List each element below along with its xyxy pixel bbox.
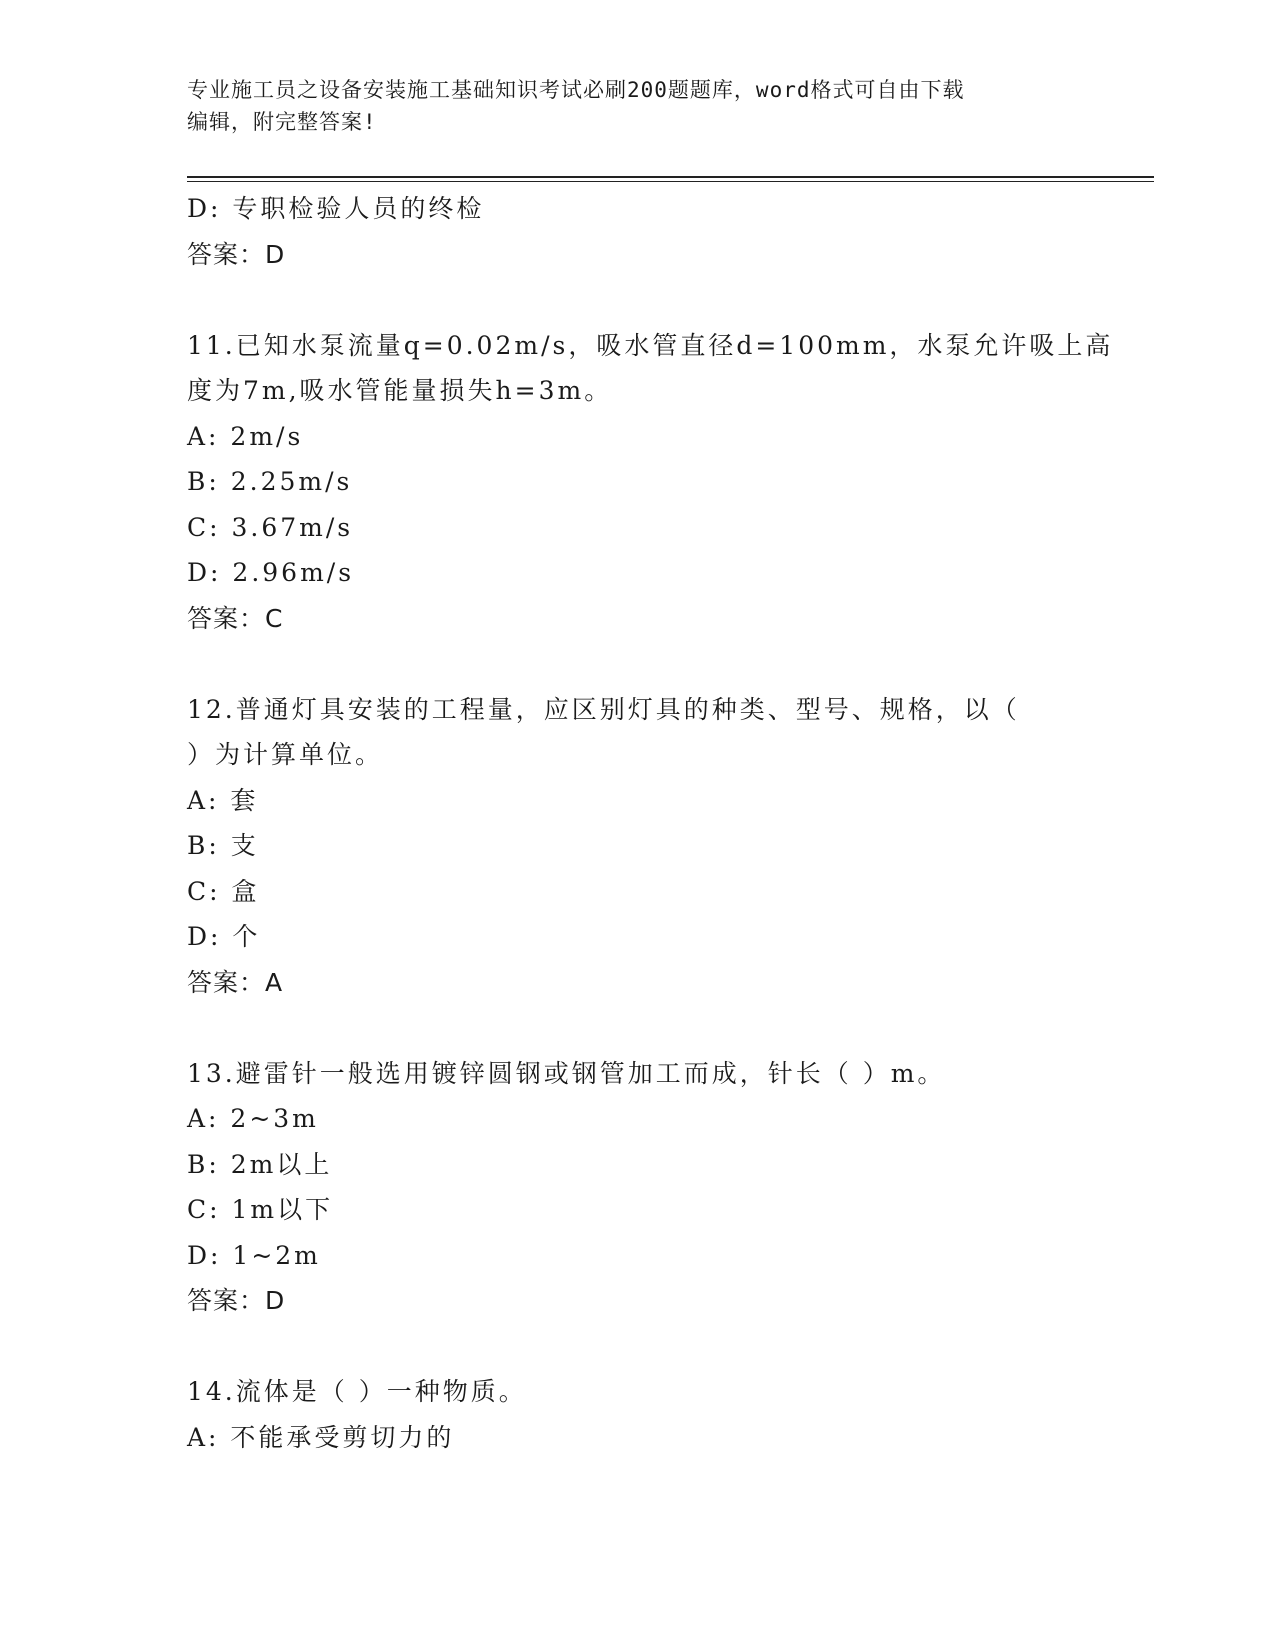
option-d: D: 专职检验人员的终检 [187, 194, 485, 223]
spacer [187, 1324, 1087, 1370]
option-a: A: 2~3m [187, 1104, 319, 1133]
option-a: A: 2m/s [187, 421, 304, 451]
question-stem: 11.已知水泵流量q=0.02m/s，吸水管直径d=100mm，水泵允许吸上高 [187, 330, 1114, 360]
option-b: B: 2m以上 [187, 1149, 333, 1179]
spacer [187, 641, 1087, 687]
spacer [187, 1005, 1087, 1051]
answer: 答案：D [187, 1286, 286, 1315]
answer: 答案：C [187, 603, 284, 633]
question-content [187, 186, 1114, 1460]
option-d: D: 个 [187, 922, 261, 951]
header-rule-thick [187, 176, 1154, 178]
question-stem: 13.避雷针一般选用镀锌圆钢或钢管加工而成，针长（ ）m。 [187, 1058, 946, 1088]
header-line-1: 专业施工员之设备安装施工基础知识考试必刷200题题库，word格式可自由下载 [187, 78, 965, 102]
question-14 [187, 1369, 1087, 1460]
answer: 答案：A [187, 967, 284, 997]
question-stem-cont: 度为7m,吸水管能量损失h=3m。 [187, 376, 613, 405]
option-c: C: 1m以下 [187, 1195, 334, 1224]
option-a: A: 不能承受剪切力的 [187, 1422, 455, 1452]
question-stem-cont: ）为计算单位。 [187, 740, 384, 769]
answer: 答案：D [187, 239, 286, 269]
option-b: B: 支 [187, 831, 259, 860]
header-line-2: 编辑，附完整答案! [187, 110, 377, 134]
option-c: C: 盒 [187, 876, 260, 906]
header-rule-thin [187, 181, 1154, 182]
question-11 [187, 323, 1114, 642]
option-a: A: 套 [187, 785, 259, 815]
option-b: B: 2.25m/s [187, 467, 353, 496]
question-12 [187, 687, 1087, 1006]
question-13 [187, 1051, 1087, 1324]
option-d: D: 2.96m/s [187, 558, 355, 587]
option-d: D: 1~2m [187, 1240, 321, 1270]
question-stem: 12.普通灯具安装的工程量，应区别灯具的种类、型号、规格，以（ [187, 694, 1020, 724]
page-header [187, 74, 1067, 138]
option-c: C: 3.67m/s [187, 512, 354, 542]
spacer [187, 277, 1087, 323]
question-stem: 14.流体是（ ）一种物质。 [187, 1377, 527, 1406]
